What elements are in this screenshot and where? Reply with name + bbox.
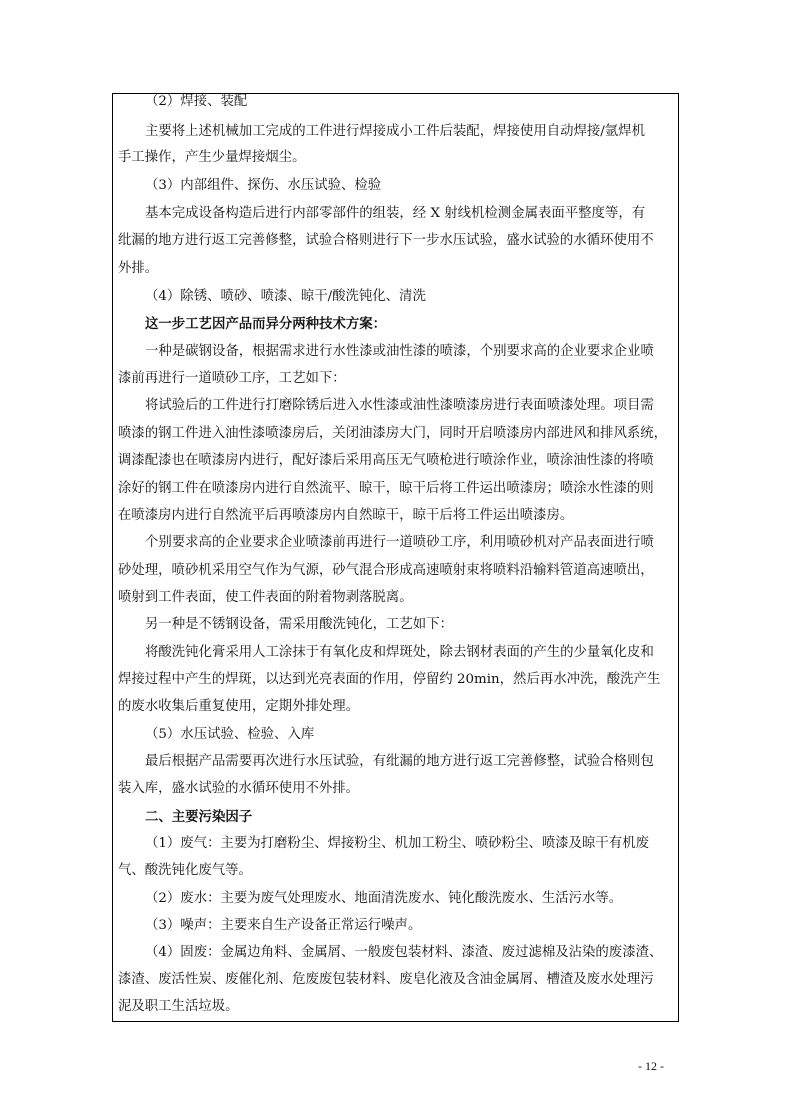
heading-derusting: （4）除锈、喷砂、喷漆、晾干/酸洗钝化、清洗 [145,289,426,304]
paragraph-line: 漆前再进行一道喷砂工序，工艺如下： [118,371,346,386]
paragraph-line: 将酸洗钝化膏采用人工涂抹于有氧化皮和焊斑处，除去钢材表面的产生的少量氧化皮和 [145,645,654,660]
paragraph-line: 个别要求高的企业要求企业喷漆前再进行一道喷砂工序，利用喷砂机对产品表面进行喷 [145,535,654,550]
paragraph-line: 外排。 [118,261,159,276]
paragraph-line: 手工操作，产生少量焊接烟尘。 [118,150,306,165]
paragraph-line: 气、酸洗钝化废气等。 [118,863,252,878]
paragraph-line: 泥及职工生活垃圾。 [118,999,239,1014]
paragraph-line: （3）噪声：主要来自生产设备正常运行噪声。 [145,918,422,933]
paragraph-line: 装入库，盛水试验的水循环使用不外排。 [118,781,360,796]
paragraph-line: 主要将上述机械加工完成的工件进行焊接成小工件后装配，焊接使用自动焊接/氩焊机 [145,124,645,139]
paragraph-line: 将试验后的工件进行打磨除锈后进入水性漆或油性漆喷漆房进行表面喷漆处理。项目需 [145,398,654,413]
paragraph-line: 最后根据产品需要再次进行水压试验，有纰漏的地方进行返工完善修整，试验合格则包 [145,754,654,769]
bold-note: 这一步工艺因产品而异分两种技术方案： [145,316,387,332]
paragraph-line: 调漆配漆也在喷漆房内进行，配好漆后采用高压无气喷枪进行喷涂作业，喷涂油性漆的将喷 [118,453,654,468]
paragraph-line: 另一种是不锈钢设备，需采用酸洗钝化，工艺如下： [145,617,453,632]
paragraph-line: 一种是碳钢设备，根据需求进行水性漆或油性漆的喷漆，个别要求高的企业要求企业喷 [145,344,654,359]
heading-welding: （2）焊接、装配 [145,94,248,109]
heading-pressure-test: （5）水压试验、检验、入库 [145,727,315,742]
heading-inspection: （3）内部组件、探伤、水压试验、检验 [145,178,382,193]
paragraph-line: 基本完成设备构造后进行内部零部件的组装，经 X 射线机检测金属表面平整度等，有 [145,206,646,221]
paragraph-line: （1）废气：主要为打磨粉尘、焊接粉尘、机加工粉尘、喷砂粉尘、喷漆及晾干有机废 [145,836,649,851]
paragraph-line: 喷射到工件表面，使工件表面的附着物剥落脱离。 [118,590,413,605]
paragraph-line: 在喷漆房内进行自然流平后再喷漆房内自然晾干，晾干后将工件运出喷漆房。 [118,508,574,523]
paragraph-line: 的废水收集后重复使用，定期外排处理。 [118,699,360,714]
paragraph-line: 漆渣、废活性炭、废催化剂、危废废包装材料、废皂化液及含油金属屑、槽渣及废水处理污 [118,972,654,987]
paragraph-line: 焊接过程中产生的焊斑，以达到光亮表面的作用，停留约 20min，然后再水冲洗，酸洗产生 [118,672,661,687]
section-heading-pollutants: 二、主要污染因子 [145,809,253,825]
paragraph-line: （4）固废：金属边角料、金属屑、一般废包装材料、漆渣、废过滤棉及沾染的废漆渣、 [145,945,663,960]
paragraph-line: 涂好的钢工件在喷漆房内进行自然流平、晾干，晾干后将工件运出喷漆房；喷涂水性漆的则 [118,481,654,496]
page-number: - 12 - [638,1059,664,1073]
paragraph-line: 纰漏的地方进行返工完善修整，试验合格则进行下一步水压试验，盛水试验的水循环使用不 [118,233,654,248]
paragraph-line: （2）废水：主要为废气处理废水、地面清洗废水、钝化酸洗废水、生活污水等。 [145,891,623,906]
paragraph-line: 砂处理，喷砂机采用空气作为气源，砂气混合形成高速喷射束将喷料沿输料管道高速喷出， [118,563,654,578]
paragraph-line: 喷漆的钢工件进入油性漆喷漆房后，关闭油漆房大门，同时开启喷漆房内部进风和排风系统， [118,426,668,441]
